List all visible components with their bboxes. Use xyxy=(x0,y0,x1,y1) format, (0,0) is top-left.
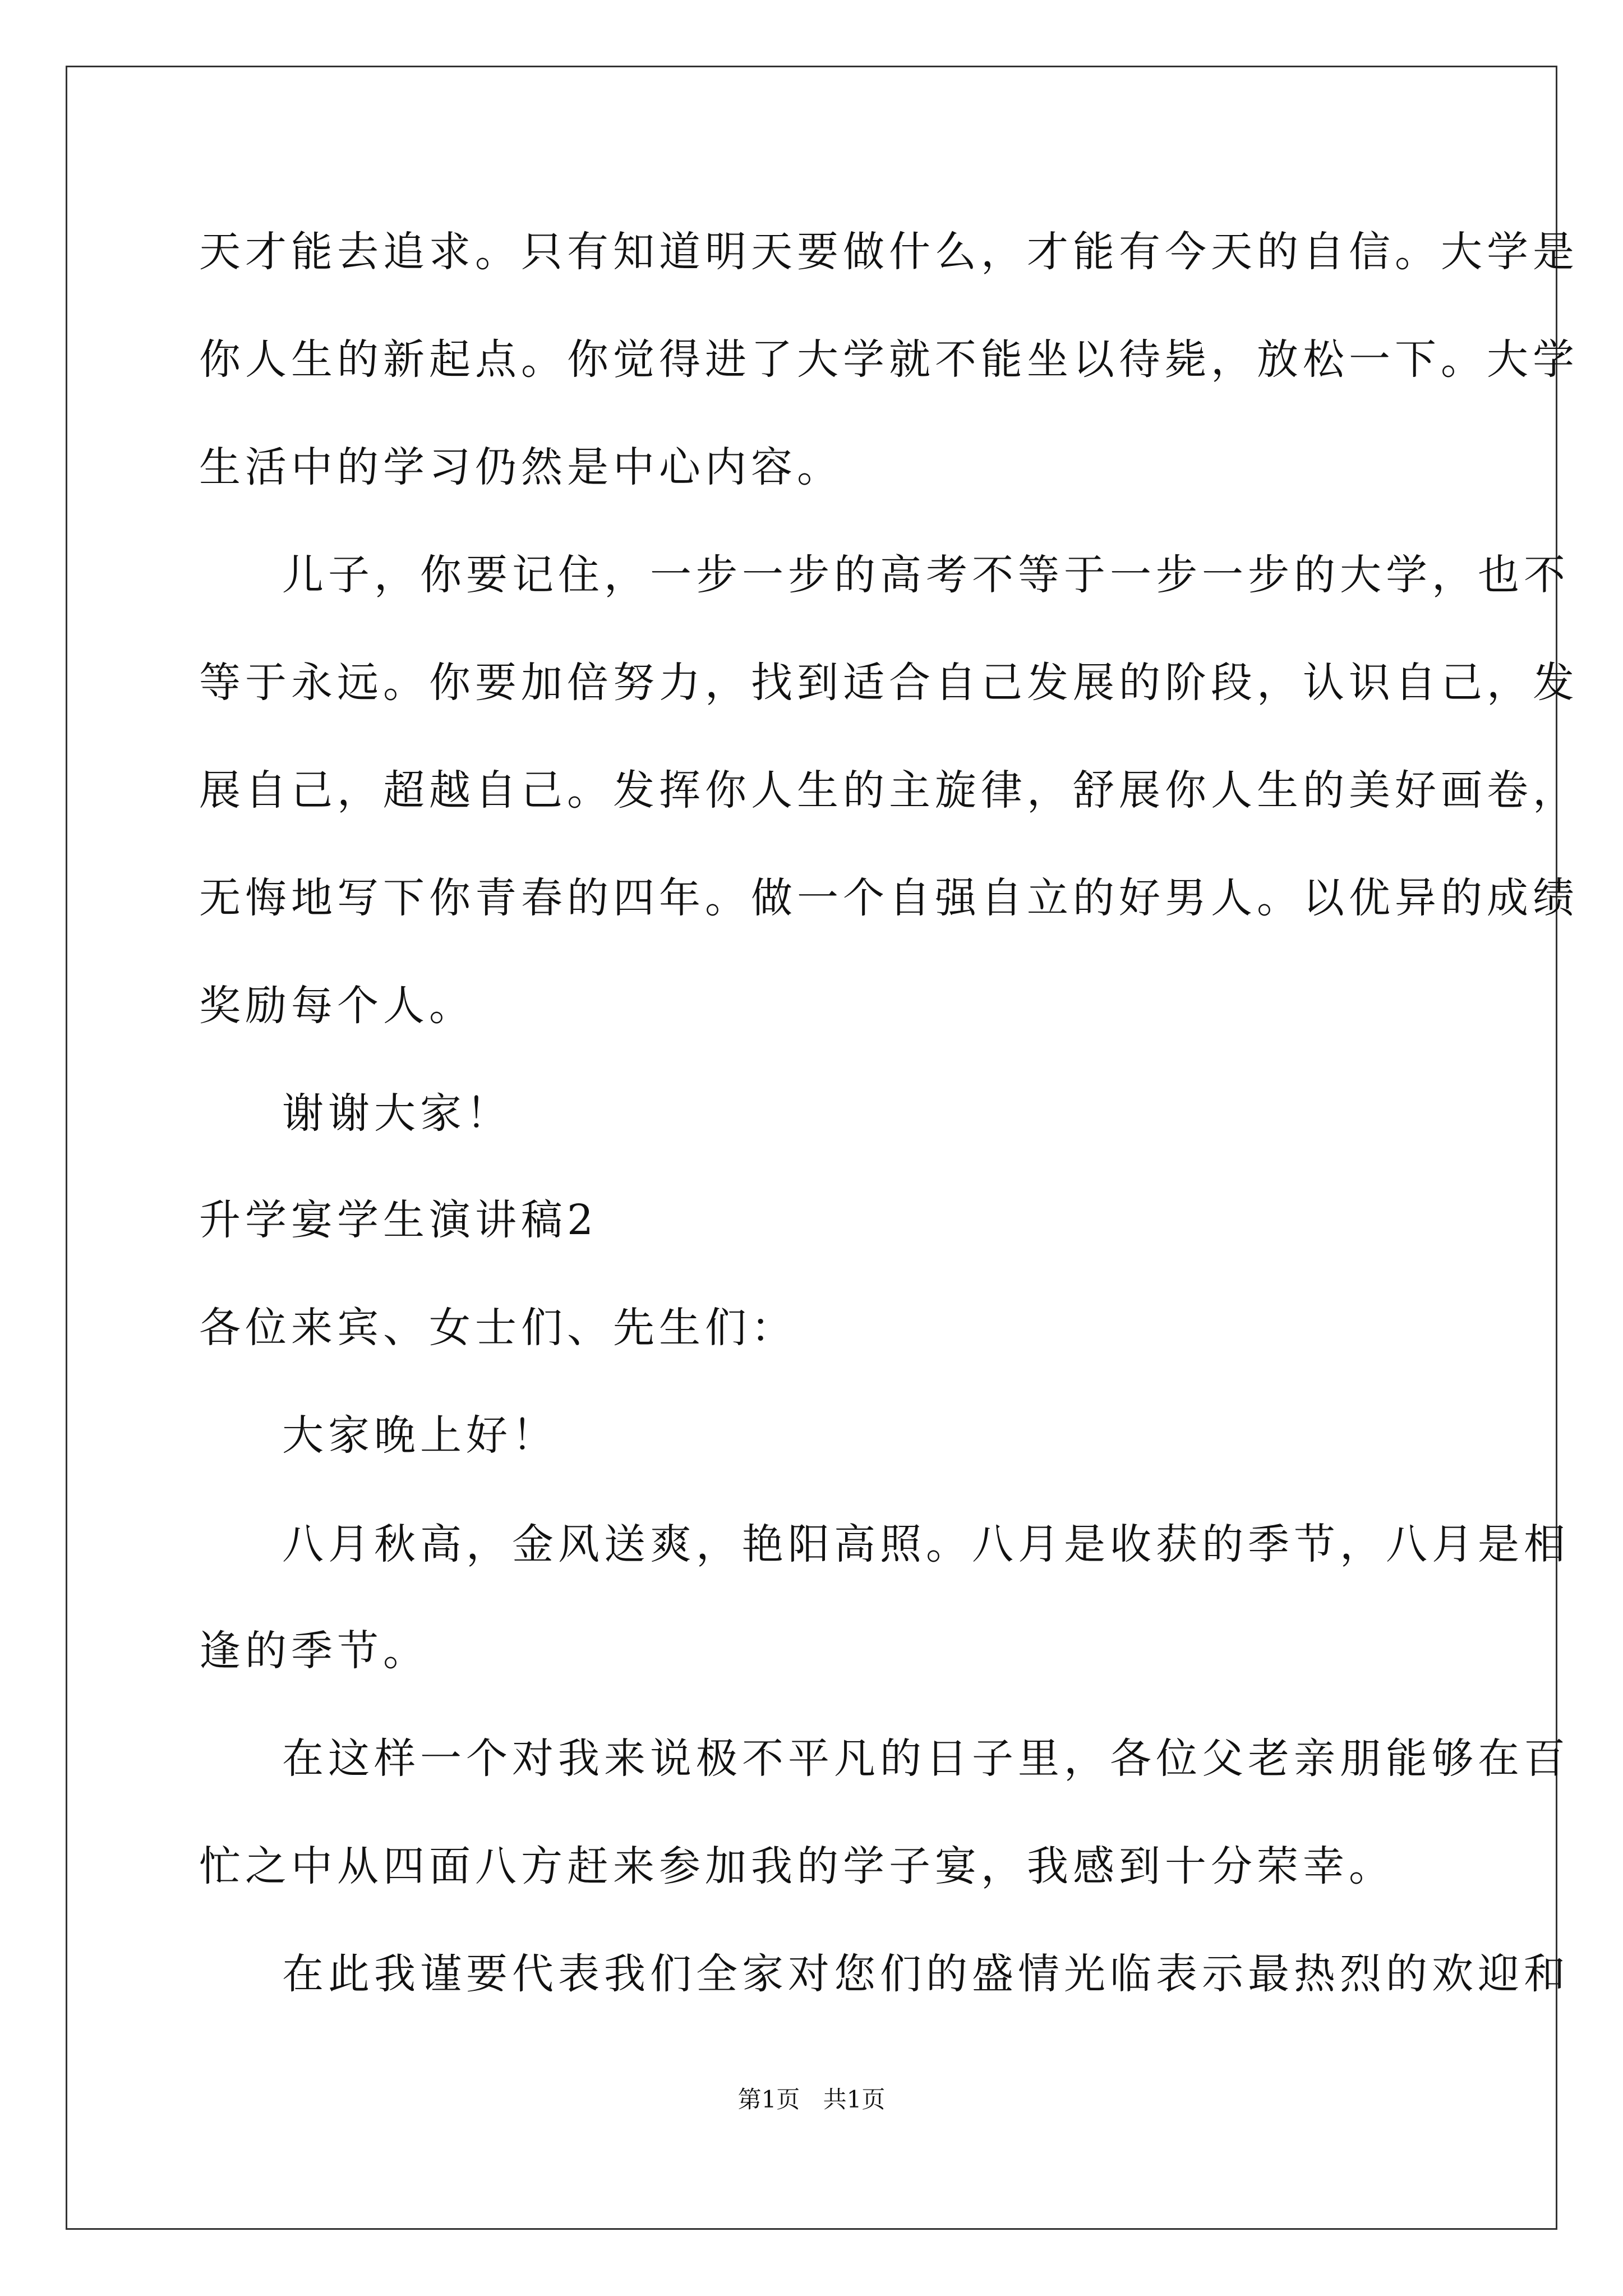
text-line: 各位来宾、女士们、先生们： xyxy=(199,1304,797,1352)
text-line: 等于永远。你要加倍努力，找到适合自己发展的阶段，认识自己，发 xyxy=(199,659,1579,707)
page-total: 共1页 xyxy=(823,2086,886,2113)
text-line: 谢谢大家！ xyxy=(282,1089,512,1138)
text-line: 八月秋高，金风送爽，艳阳高照。八月是收获的季节，八月是相 xyxy=(282,1520,1570,1568)
page-number: 第1页 xyxy=(737,2086,800,2113)
text-line: 儿子，你要记住，一步一步的高考不等于一步一步的大学，也不 xyxy=(282,551,1570,599)
text-line: 大家晚上好！ xyxy=(282,1411,558,1460)
text-line: 在此我谨要代表我们全家对您们的盛情光临表示最热烈的欢迎和 xyxy=(282,1950,1570,1998)
page-footer xyxy=(0,2088,1623,2111)
text-line: 忙之中从四面八方赶来参加我的学子宴，我感到十分荣幸。 xyxy=(199,1842,1395,1890)
text-line: 在这样一个对我来说极不平凡的日子里，各位父老亲朋能够在百 xyxy=(282,1734,1570,1783)
text-line: 逢的季节。 xyxy=(199,1627,429,1675)
section-heading: 升学宴学生演讲稿2 xyxy=(199,1196,598,1244)
text-line: 天才能去追求。只有知道明天要做什么，才能有今天的自信。大学是 xyxy=(199,228,1579,276)
page-border xyxy=(66,66,1557,2230)
text-line: 无悔地写下你青春的四年。做一个自强自立的好男人。以优异的成绩 xyxy=(199,874,1579,922)
text-line: 展自己，超越自己。发挥你人生的主旋律，舒展你人生的美好画卷， xyxy=(199,766,1579,815)
text-line: 奖励每个人。 xyxy=(199,982,475,1030)
text-line: 你人生的新起点。你觉得进了大学就不能坐以待毙，放松一下。大学 xyxy=(199,335,1579,384)
text-line: 生活中的学习仍然是中心内容。 xyxy=(199,443,843,491)
